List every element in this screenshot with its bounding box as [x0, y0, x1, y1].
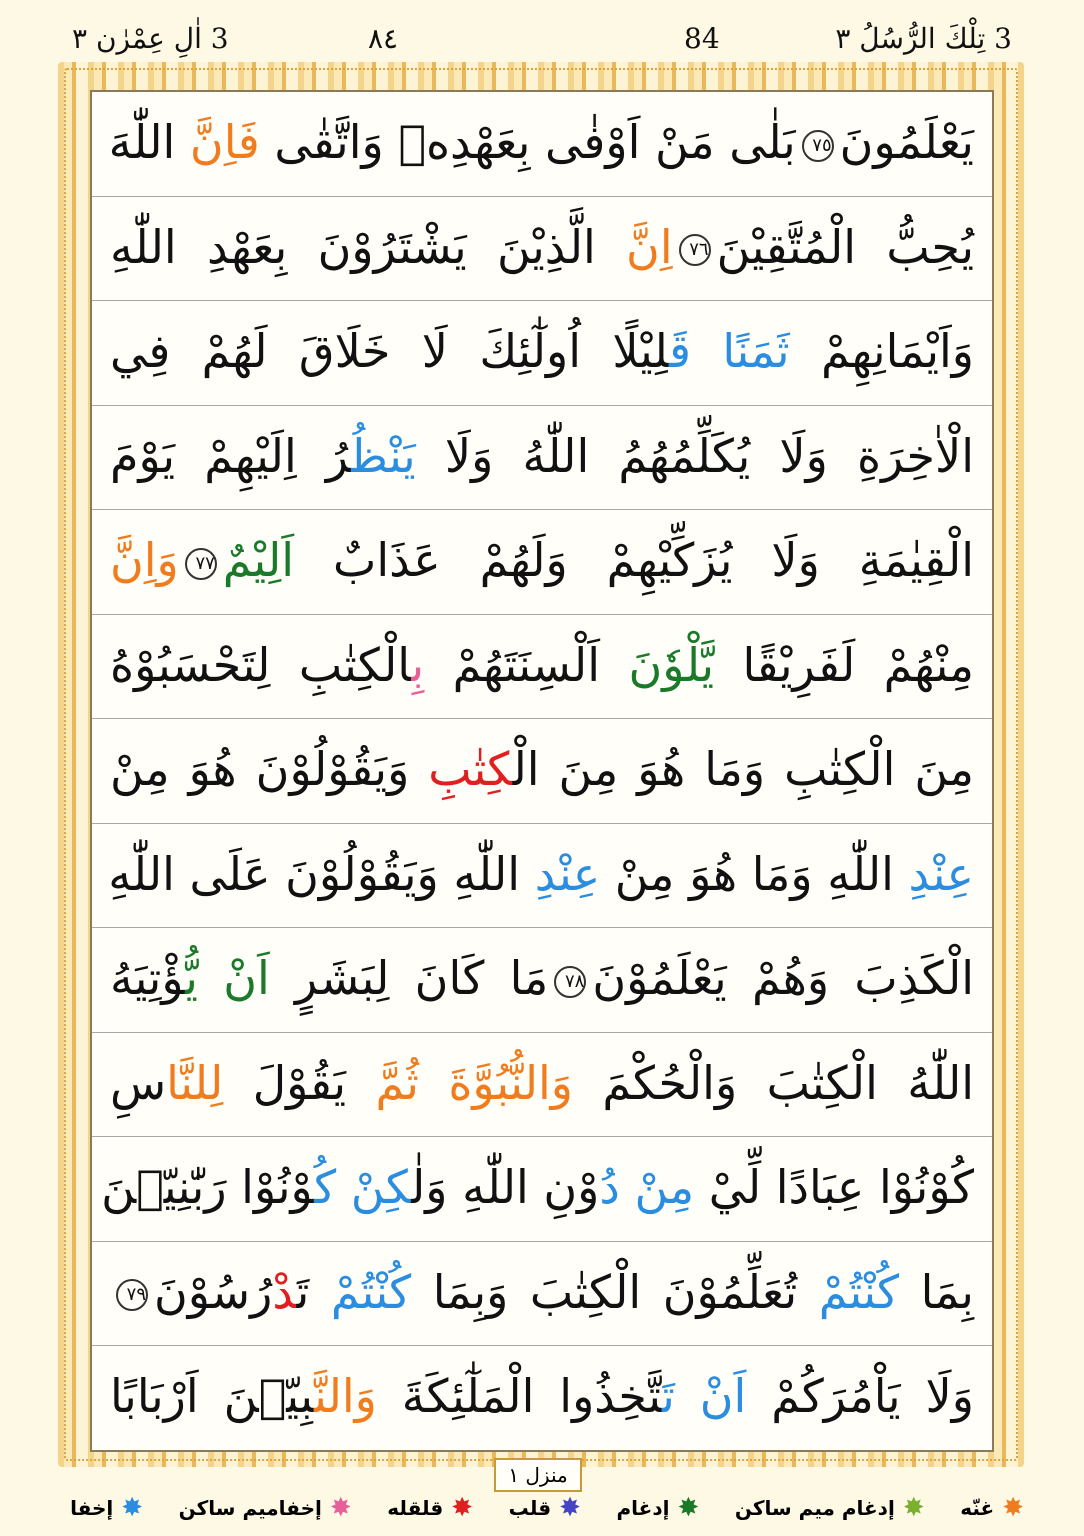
legend-item	[70, 1495, 143, 1521]
tajweed-word: عِنْدِ	[534, 846, 601, 901]
text-segment: سِ	[110, 1055, 167, 1110]
legend-label: إخفاميم ساكن	[178, 1496, 322, 1520]
text-line	[92, 928, 992, 1033]
tajweed-word: وَاِنَّ	[110, 533, 179, 587]
text-segment: لِيْلًا اُولٰٓئِكَ لَا خَلَاقَ لَهُمْ فِي	[110, 324, 669, 378]
text-segment: الْقِيٰمَةِ وَلَا يُزَكِّيْهِمْ وَلَهُمْ عَذَابٌ	[294, 533, 974, 587]
tajweed-word: كِتٰبِ	[428, 742, 513, 796]
legend-label: إدغام	[616, 1496, 670, 1520]
tajweed-word: ثَمَنًا قَ	[668, 324, 790, 378]
tajweed-legend	[70, 1490, 1024, 1526]
text-line	[92, 406, 992, 511]
ayah-number-marker: ٧٨	[554, 966, 586, 998]
legend-item	[179, 1495, 352, 1521]
tajweed-word: اَلِيْمٌ	[222, 533, 295, 587]
legend-item	[617, 1495, 700, 1521]
page-number-arabic: ٨٤	[368, 22, 399, 55]
text-segment: يُحِبُّ الْمُتَّقِيْنَ	[716, 219, 974, 274]
text-line	[92, 92, 992, 197]
text-segment: اللّٰهِ وَيَقُوْلُوْنَ عَلَى اللّٰهِ	[108, 846, 535, 901]
text-segment: تَّخِذُوا الْمَلٰٓئِكَةَ	[376, 1369, 662, 1423]
tajweed-word: مِنْ دُ	[599, 1160, 695, 1214]
tajweed-word: لِلنَّا	[166, 1055, 224, 1110]
ayah-number-marker: ٧٧	[185, 548, 217, 580]
tajweed-word: اَنْ يُّ	[185, 951, 270, 1005]
page-number-latin: 84	[684, 22, 720, 55]
text-segment: يَعْلَمُونَ	[839, 115, 974, 169]
star-icon: ✸	[121, 1493, 144, 1523]
legend-item	[960, 1495, 1024, 1521]
text-line	[92, 1346, 992, 1451]
tajweed-word: يَّلْوٗنَ	[628, 637, 715, 692]
ayah-number-marker: ٧٥	[802, 130, 834, 162]
legend-item	[387, 1495, 473, 1521]
text-line	[92, 1033, 992, 1138]
text-line	[92, 197, 992, 302]
text-line	[92, 615, 992, 720]
text-segment: تُعَلِّمُوْنَ الْكِتٰبَ وَبِمَا	[411, 1264, 819, 1319]
star-icon: ✸	[1002, 1493, 1024, 1523]
text-segment: مِنْهُمْ لَفَرِيْقًا	[714, 637, 975, 692]
text-line	[92, 1137, 992, 1242]
text-segment: يَقُوْلَ	[223, 1055, 376, 1110]
para-name: 3 تِلْكَ الرُّسُلُ ٣	[835, 22, 1012, 55]
text-segment: تَ	[296, 1264, 331, 1319]
text-line	[92, 510, 992, 615]
legend-label: قلقله	[387, 1496, 444, 1520]
tajweed-word: بِ	[411, 637, 425, 692]
tajweed-word: اَنْ تَ	[662, 1369, 747, 1423]
ayah-number-marker: ٧٩	[116, 1279, 148, 1311]
text-segment: الْكَذِبَ وَهُمْ يَعْلَمُوْنَ	[592, 951, 974, 1005]
text-segment: اللّٰهِ وَمَا هُوَ مِنْ	[600, 846, 909, 901]
tajweed-word: اِنَّ	[626, 219, 673, 274]
text-segment: ؤْتِيَهُ	[110, 951, 186, 1005]
legend-label: إدغام ميم ساكن	[734, 1496, 895, 1520]
text-segment: وْنُوْا رَبّٰنِيّٖنَ	[101, 1160, 315, 1214]
text-line	[92, 824, 992, 929]
text-segment: اللّٰهُ الْكِتٰبَ وَالْحُكْمَ	[572, 1055, 974, 1110]
text-segment: وَيَقُوْلُوْنَ هُوَ مِنْ	[110, 742, 429, 796]
text-segment: كُوْنُوْا عِبَادًا لِّيْ	[694, 1160, 974, 1214]
surah-name: 3 اٰلِ عِمْرٰن ٣	[72, 22, 229, 55]
text-line	[92, 301, 992, 406]
tajweed-word: كِنْ كُ	[314, 1160, 412, 1214]
legend-label: إخفا	[70, 1496, 114, 1520]
tajweed-word: كُنْتُمْ	[330, 1264, 412, 1319]
tajweed-word: وَالنُّبُوَّةَ ثُمَّ	[375, 1055, 573, 1110]
tajweed-word: عِنْدِ	[908, 846, 974, 901]
legend-label: قلب	[508, 1496, 552, 1520]
tajweed-word: فَاِنَّ	[189, 115, 260, 169]
ayah-number-marker: ٧٦	[679, 234, 711, 266]
text-segment: رُسُوْنَ	[154, 1264, 273, 1319]
legend-label: غنّه	[960, 1496, 995, 1520]
quran-text-frame	[90, 90, 994, 1452]
tajweed-word: يَنْظُ	[351, 428, 416, 483]
text-line	[92, 719, 992, 824]
tajweed-word: دْ	[272, 1264, 297, 1319]
star-icon: ✸	[329, 1493, 352, 1523]
tajweed-word: كُنْتُمْ	[818, 1264, 899, 1319]
text-segment: وَلَا يَاْمُرَكُمْ	[746, 1369, 974, 1423]
star-icon: ✸	[902, 1493, 925, 1523]
legend-item	[735, 1495, 925, 1521]
text-segment: الْاٰخِرَةِ وَلَا يُكَلِّمُهُمُ اللّٰهُ وَلَا	[415, 428, 974, 483]
tajweed-word: وَالنَّ	[313, 1369, 377, 1423]
text-segment: مَا كَانَ لِبَشَرٍ	[269, 951, 549, 1005]
text-segment: اَلْسِنَتَهُمْ	[424, 637, 629, 692]
text-segment: بِمَا	[898, 1264, 974, 1319]
text-segment: الَّذِيْنَ يَشْتَرُوْنَ بِعَهْدِ اللّٰهِ	[110, 219, 627, 274]
star-icon: ✸	[451, 1493, 474, 1523]
text-segment: بَلٰى مَنْ اَوْفٰى بِعَهْدِهٖ وَاتَّقٰى	[259, 115, 796, 169]
star-icon: ✸	[677, 1493, 700, 1523]
star-icon: ✸	[559, 1493, 581, 1523]
text-segment: الْكِتٰبِ لِتَحْسَبُوْهُ	[110, 637, 412, 692]
text-segment: اللّٰهَ	[108, 115, 190, 169]
legend-item	[509, 1495, 581, 1521]
text-segment: مِنَ الْكِتٰبِ وَمَا هُوَ مِنَ الْ	[512, 742, 975, 796]
text-segment: وْنِ اللّٰهِ وَلٰ	[411, 1160, 600, 1214]
text-segment: بِيّٖنَ اَرْبَابًا	[110, 1369, 314, 1423]
text-line	[92, 1242, 992, 1347]
text-segment: رُ اِلَيْهِمْ يَوْمَ	[110, 428, 352, 483]
manzil-label: منزل ١	[494, 1458, 582, 1492]
text-segment: وَاَيْمَانِهِمْ	[789, 324, 974, 378]
